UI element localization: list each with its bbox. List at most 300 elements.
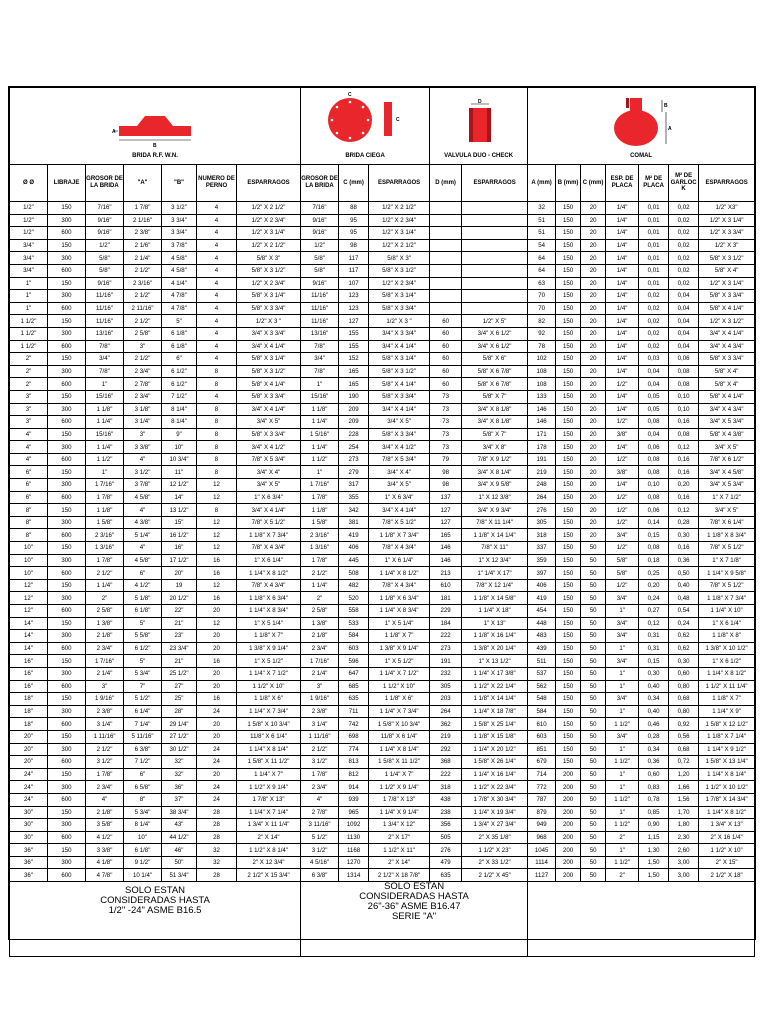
table-cell: 200 — [556, 869, 581, 882]
table-cell: 3/4" X 4" — [237, 466, 301, 479]
col-a-mm: A (mm) — [528, 165, 556, 202]
table-cell: 4" — [124, 504, 162, 517]
table-cell: 50 — [581, 819, 606, 832]
table-cell: 4 — [197, 290, 237, 303]
table-cell: 2 1/2" — [86, 567, 124, 580]
table-cell: 0,12 — [669, 441, 699, 454]
table-cell: 150 — [556, 252, 581, 265]
table-cell — [462, 277, 528, 290]
table-row — [10, 441, 755, 454]
table-cell: 95 — [339, 214, 369, 227]
table-cell: 127 — [430, 516, 462, 529]
table-cell: 7/8" X 4 3/4" — [369, 579, 430, 592]
table-cell: 2 1/8" — [86, 630, 124, 643]
table-cell: 4" — [10, 453, 48, 466]
table-cell: 4 1/2" — [86, 831, 124, 844]
table-cell: 1 1/4" X 7 3/4" — [369, 705, 430, 718]
table-cell: 0,08 — [669, 378, 699, 391]
table-cell: 1" — [606, 680, 639, 693]
table-cell: 5/8" X 3 3/4" — [369, 428, 430, 441]
table-cell: 150 — [556, 365, 581, 378]
table-cell: 1 3/8" X 20 1/4" — [462, 642, 528, 655]
section-comal: COMAL — [630, 153, 653, 159]
table-cell: 1 1/8" X 6 3/4" — [369, 592, 430, 605]
table-cell: 2 3/4" — [86, 781, 124, 794]
note-left-line: 1/2" -24" ASME B16.5 — [108, 905, 202, 917]
table-cell: 17 1/2" — [162, 554, 197, 567]
table-cell: 0,72 — [669, 756, 699, 769]
table-cell: 2 5/8" — [301, 605, 339, 618]
table-cell: 6 3/8" — [301, 869, 339, 882]
table-cell: 3/8" — [606, 428, 639, 441]
table-cell: 879 — [528, 806, 556, 819]
table-cell: 1" X 6 3/4" — [237, 491, 301, 504]
table-cell: 4 1/4" — [162, 277, 197, 290]
table-cell: 1 5/8" X 13 1/4" — [699, 756, 755, 769]
table-cell: 5 5/8" — [124, 630, 162, 643]
table-cell: 406 — [339, 542, 369, 555]
table-cell: 146 — [430, 542, 462, 555]
table-cell: 1 3/4" X 27 3/4" — [462, 819, 528, 832]
table-row — [10, 793, 755, 806]
table-cell: 6 1/2" — [124, 642, 162, 655]
table-cell: 0,06 — [639, 504, 669, 517]
table-cell: 150 — [556, 529, 581, 542]
note-right-line: 26"-36" ASME B16.47 — [367, 901, 461, 913]
table-cell: 10 1/4" — [124, 869, 162, 882]
table-cell: 150 — [48, 693, 86, 706]
table-cell: 600 — [48, 378, 86, 391]
table-cell: 0,03 — [639, 353, 669, 366]
table-cell: 30" — [10, 819, 48, 832]
table-cell: 300 — [48, 403, 86, 416]
table-cell: 32" — [162, 768, 197, 781]
table-cell: 1 1/4" X 18 7/8" — [462, 705, 528, 718]
table-cell: 3" — [301, 680, 339, 693]
table-cell: 1" — [606, 844, 639, 857]
table-cell: 43" — [162, 819, 197, 832]
table-cell: 21" — [162, 617, 197, 630]
table-cell: 4 — [197, 390, 237, 403]
table-cell: 5/8" X 3 1/2" — [369, 365, 430, 378]
flange-spec-sheet — [8, 86, 756, 940]
table-cell: 5" — [124, 655, 162, 668]
col-b-mm: B (mm) — [556, 165, 581, 202]
table-cell — [462, 214, 528, 227]
table-cell: 3/4" X 4 1/4" — [369, 403, 430, 416]
table-cell: 1 7/16" — [301, 479, 339, 492]
table-cell: 20 — [581, 353, 606, 366]
notes-row — [10, 882, 755, 957]
table-cell: 73 — [430, 428, 462, 441]
table-cell: 1 1/4" X 7 3/4" — [237, 705, 301, 718]
table-cell: 4" — [86, 793, 124, 806]
table-cell: 3/4" — [86, 353, 124, 366]
table-cell: 7/8" X 5 3/4" — [237, 453, 301, 466]
table-cell: 0,12 — [639, 617, 669, 630]
table-cell: 533 — [339, 617, 369, 630]
table-cell: 0,04 — [639, 378, 669, 391]
table-cell: 1/2" — [86, 239, 124, 252]
table-cell: 11/8" X 6 1/4" — [369, 730, 430, 743]
table-cell: 1/2" X 3 1/4" — [369, 227, 430, 240]
table-cell: 1 1/2" X 8 1/4" — [237, 844, 301, 857]
table-row — [10, 655, 755, 668]
table-cell: 600 — [48, 793, 86, 806]
table-cell: 150 — [556, 491, 581, 504]
table-cell: 5/8" X 6 7/8" — [462, 365, 528, 378]
table-cell: 305 — [528, 516, 556, 529]
table-cell: 150 — [556, 730, 581, 743]
table-cell: 0,08 — [639, 466, 669, 479]
table-row — [10, 617, 755, 630]
comal-drawing-cell — [528, 88, 755, 165]
table-cell: 2" — [86, 592, 124, 605]
table-cell: 300 — [48, 365, 86, 378]
table-cell: 445 — [339, 554, 369, 567]
note-right — [301, 882, 528, 957]
table-cell: 150 — [48, 466, 86, 479]
section-brida-ciega: BRIDA CIEGA — [345, 153, 385, 159]
table-cell: 318 — [528, 529, 556, 542]
table-cell: 1/4" — [606, 264, 639, 277]
table-cell: 0,30 — [639, 667, 669, 680]
table-cell: 1/4" — [606, 479, 639, 492]
table-cell: 14" — [10, 642, 48, 655]
table-cell: 23 3/4" — [162, 642, 197, 655]
table-cell: 32 — [528, 202, 556, 215]
table-cell: 9/16" — [301, 227, 339, 240]
table-cell: 20 — [197, 718, 237, 731]
table-cell: 150 — [556, 441, 581, 454]
table-cell: 150 — [556, 617, 581, 630]
table-cell: 20 — [197, 605, 237, 618]
table-cell: 1/4" — [606, 290, 639, 303]
table-cell: 600 — [48, 227, 86, 240]
table-cell: 3/4" X 4 3/4" — [699, 403, 755, 416]
table-row — [10, 856, 755, 869]
table-cell: 3/4" X 5" — [237, 479, 301, 492]
table-cell: 150 — [556, 504, 581, 517]
table-cell: 3/4" X 3 3/4" — [237, 327, 301, 340]
table-cell: 3/4" — [606, 730, 639, 743]
table-cell: 137 — [430, 491, 462, 504]
table-cell: 150 — [556, 416, 581, 429]
table-cell: 1 1/4" X 16 1/4" — [462, 768, 528, 781]
table-cell: 165 — [339, 378, 369, 391]
table-cell: 787 — [528, 793, 556, 806]
table-cell: 1 3/8" X 9 1/4" — [369, 642, 430, 655]
table-cell: 60 — [430, 365, 462, 378]
table-cell: 1" X 13" — [462, 617, 528, 630]
table-cell: 600 — [48, 680, 86, 693]
table-cell: 11/16" — [301, 315, 339, 328]
table-cell: 165 — [430, 529, 462, 542]
table-cell: 7/8" X 4 3/4" — [237, 542, 301, 555]
table-cell: 1/4" — [606, 340, 639, 353]
col-esparragos-valvula: ESPARRAGOS — [462, 165, 528, 202]
table-cell: 3 1/2" — [124, 466, 162, 479]
table-cell: 150 — [48, 542, 86, 555]
table-cell: 1" — [86, 378, 124, 391]
table-cell: 5/8" X 7" — [462, 390, 528, 403]
table-cell: 200 — [556, 831, 581, 844]
table-cell: 3 7/8" — [162, 239, 197, 252]
table-cell: 28 — [197, 831, 237, 844]
table-cell: 0,01 — [639, 277, 669, 290]
table-cell: 1" — [606, 768, 639, 781]
table-cell: 813 — [339, 756, 369, 769]
table-cell: 9 1/2" — [124, 856, 162, 869]
table-cell: 2 1/4" — [86, 667, 124, 680]
table-cell: 603 — [339, 642, 369, 655]
col-d-mm: D (mm) — [430, 165, 462, 202]
table-cell: 30" — [10, 831, 48, 844]
table-cell: 8" — [124, 793, 162, 806]
table-cell: 2 1/2" — [124, 290, 162, 303]
table-cell: 419 — [339, 529, 369, 542]
table-cell: 12 — [197, 542, 237, 555]
table-cell: 20" — [162, 567, 197, 580]
table-cell: 300 — [48, 705, 86, 718]
table-cell: 73 — [430, 403, 462, 416]
table-cell: 150 — [48, 504, 86, 517]
table-row — [10, 290, 755, 303]
table-cell: 16 — [197, 554, 237, 567]
table-cell: 24 — [197, 705, 237, 718]
table-cell: 1" X 6 3/4" — [369, 491, 430, 504]
table-cell: 511 — [528, 655, 556, 668]
table-cell: 0,80 — [669, 680, 699, 693]
table-cell: 4 — [197, 353, 237, 366]
table-cell: 8 — [197, 504, 237, 517]
table-cell: 50 — [581, 579, 606, 592]
table-cell: 1 1/2" — [86, 453, 124, 466]
table-cell: 1/2" X 2 3/4" — [237, 214, 301, 227]
table-row — [10, 264, 755, 277]
table-cell: 600 — [48, 756, 86, 769]
table-cell: 2 3/4" — [124, 390, 162, 403]
table-cell: 4" — [124, 453, 162, 466]
table-cell: 4 1/8" — [86, 856, 124, 869]
col-c-mm-comal: C (mm) — [581, 165, 606, 202]
col-libraje: LIBRAJE — [48, 165, 86, 202]
table-cell: 150 — [48, 806, 86, 819]
table-cell: 2" X 14" — [237, 831, 301, 844]
table-cell: 1/2" X 3 " — [237, 315, 301, 328]
table-cell: 1" — [606, 781, 639, 794]
table-cell: 4 5/8" — [162, 252, 197, 265]
table-cell: 150 — [556, 353, 581, 366]
table-cell: 7/8" — [86, 365, 124, 378]
table-cell: 1 1/4" — [86, 416, 124, 429]
table-cell: 1 1/8" X 8 3/4" — [699, 529, 755, 542]
table-cell: 5/8" X 3 3/4" — [369, 302, 430, 315]
table-cell: 3 1/2" — [301, 756, 339, 769]
table-cell: 150 — [48, 353, 86, 366]
table-cell: 3/4" X 8 1/4" — [462, 466, 528, 479]
table-cell: 1/2" — [606, 416, 639, 429]
table-cell: 1" — [301, 466, 339, 479]
table-cell: 10" — [124, 831, 162, 844]
table-cell: 32 — [197, 856, 237, 869]
table-cell: 24 — [197, 781, 237, 794]
table-cell: 2 1/2" X 18" — [699, 869, 755, 882]
table-cell: 150 — [556, 479, 581, 492]
table-cell: 5/8" X 3 1/2" — [699, 252, 755, 265]
table-cell: 0,04 — [669, 340, 699, 353]
table-cell: 12 — [197, 617, 237, 630]
table-cell: 150 — [48, 579, 86, 592]
table-row — [10, 869, 755, 882]
table-cell: 24 — [197, 756, 237, 769]
table-cell: 0,60 — [639, 768, 669, 781]
table-cell: 20 — [581, 327, 606, 340]
table-cell: 5 1/8" — [124, 592, 162, 605]
table-cell: 78 — [528, 340, 556, 353]
table-cell: 4 5/8" — [124, 491, 162, 504]
table-cell: 5/8" X 3 1/2" — [237, 365, 301, 378]
table-row — [10, 327, 755, 340]
table-cell: 1" X 6 1/4" — [237, 554, 301, 567]
col-a: "A" — [124, 165, 162, 202]
table-cell: 95 — [339, 227, 369, 240]
table-cell: 1 1/8" — [301, 504, 339, 517]
table-cell: 1 1/8" X 15 1/8" — [462, 730, 528, 743]
table-cell: 7/8" X 6 1/2" — [699, 453, 755, 466]
table-row — [10, 743, 755, 756]
table-cell: 2 1/6" — [124, 239, 162, 252]
table-cell: 711 — [339, 705, 369, 718]
table-cell: 200 — [556, 781, 581, 794]
table-cell: 15/16" — [86, 390, 124, 403]
table-cell: 3/4" X 4 5/8" — [699, 466, 755, 479]
table-cell: 1" — [301, 378, 339, 391]
table-cell: 16" — [10, 655, 48, 668]
table-cell: 600 — [48, 831, 86, 844]
table-row — [10, 592, 755, 605]
table-cell: 1/4" — [606, 202, 639, 215]
table-cell: 6 1/2" — [162, 365, 197, 378]
table-cell: 1/4" — [606, 441, 639, 454]
table-cell: 0,50 — [669, 567, 699, 580]
table-cell: 1 1/8" — [86, 504, 124, 517]
table-cell: 232 — [430, 667, 462, 680]
table-cell: 2 3/8" — [124, 227, 162, 240]
table-cell: 2" X 16 1/4" — [699, 831, 755, 844]
table-cell: 0,16 — [669, 466, 699, 479]
table-cell: 2" — [606, 869, 639, 882]
table-cell: 5/8" X 6 7/8" — [462, 378, 528, 391]
table-cell: 0,18 — [639, 554, 669, 567]
table-cell: 25" — [162, 693, 197, 706]
table-cell: 146 — [430, 554, 462, 567]
table-cell: 8 — [197, 378, 237, 391]
table-cell: 3/4" X 5" — [699, 441, 755, 454]
table-cell: 4 5/8" — [162, 264, 197, 277]
table-cell: 0,08 — [639, 416, 669, 429]
table-cell — [462, 302, 528, 315]
table-cell — [462, 227, 528, 240]
table-cell: 3/4" — [10, 252, 48, 265]
table-cell: 772 — [528, 781, 556, 794]
table-cell: 11/16" — [301, 290, 339, 303]
table-cell: 1/2" X 3" — [699, 239, 755, 252]
table-cell: 3,00 — [669, 856, 699, 869]
table-cell: 1/2" X 2 3/4" — [369, 214, 430, 227]
table-cell: 1/2" — [301, 239, 339, 252]
table-cell: 300 — [48, 781, 86, 794]
table-cell: 30 1/2" — [162, 743, 197, 756]
table-row — [10, 529, 755, 542]
table-cell: 64 — [528, 264, 556, 277]
table-row — [10, 831, 755, 844]
table-cell: 150 — [556, 428, 581, 441]
table-cell: 228 — [339, 428, 369, 441]
table-cell: 12" — [10, 579, 48, 592]
table-cell: 14" — [162, 491, 197, 504]
table-cell — [430, 214, 462, 227]
table-cell: 178 — [528, 441, 556, 454]
table-cell: 4 7/8" — [86, 869, 124, 882]
table-cell: 600 — [48, 567, 86, 580]
table-cell: 64 — [528, 252, 556, 265]
table-cell: 1" X 5 1/2" — [237, 655, 301, 668]
table-cell: 3" — [10, 416, 48, 429]
table-cell: 1" X 5 1/4" — [237, 617, 301, 630]
table-cell: 1314 — [339, 869, 369, 882]
table-cell: 300 — [48, 516, 86, 529]
table-cell: 50 — [581, 856, 606, 869]
table-cell: 27" — [162, 680, 197, 693]
table-cell: 300 — [48, 252, 86, 265]
table-cell: 222 — [430, 768, 462, 781]
table-cell: 600 — [48, 340, 86, 353]
table-cell: 50 — [581, 768, 606, 781]
table-cell: 2 3/4" — [86, 642, 124, 655]
table-cell: 273 — [339, 453, 369, 466]
table-cell: 10" — [10, 554, 48, 567]
svg-text:B: B — [664, 103, 668, 109]
table-cell: 1 7/8" — [301, 491, 339, 504]
table-cell: 1 7/8" — [301, 554, 339, 567]
table-cell: 1168 — [339, 844, 369, 857]
table-cell: 4 1/2" — [124, 579, 162, 592]
table-cell: 3/4" X 8" — [462, 441, 528, 454]
table-cell: 4" — [10, 441, 48, 454]
table-cell: 150 — [556, 290, 581, 303]
table-cell: 1 1/4" X 17 3/8" — [462, 667, 528, 680]
table-cell: 1/2" X 3 1/4" — [237, 227, 301, 240]
table-cell: 20 — [581, 516, 606, 529]
table-cell: 5 3/4" — [124, 806, 162, 819]
table-cell — [430, 290, 462, 303]
table-cell: 1,50 — [639, 856, 669, 869]
table-cell: 7/8" X 11" — [462, 542, 528, 555]
table-cell: 647 — [339, 667, 369, 680]
table-cell: 479 — [430, 856, 462, 869]
table-cell: 200 — [556, 793, 581, 806]
table-cell: 0,02 — [639, 327, 669, 340]
table-cell: 3/4" X 3 3/4" — [369, 327, 430, 340]
table-cell: 0,40 — [639, 705, 669, 718]
table-cell: 0,92 — [669, 718, 699, 731]
table-cell: 1/4" — [606, 302, 639, 315]
table-cell: 6" — [124, 567, 162, 580]
table-cell: 3/4" X 5" — [237, 416, 301, 429]
table-cell: 16 — [197, 592, 237, 605]
table-cell: 70 — [528, 302, 556, 315]
